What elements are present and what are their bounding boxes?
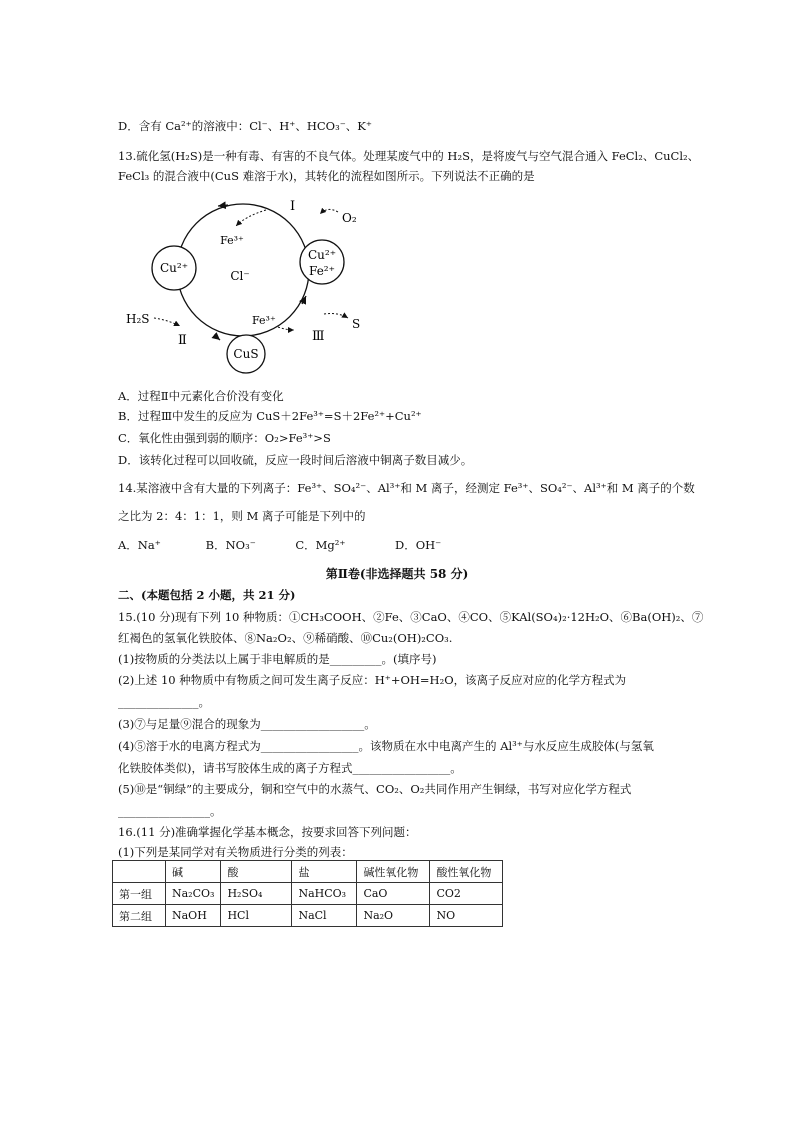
table-header-row [113,861,503,883]
q15-part5-blank: ________________。 [118,804,222,818]
line-option-d-q12: D．含有 Ca²⁺的溶液中：Cl⁻、H⁺、HCO₃⁻、K⁺ [118,119,372,133]
cus-label: CuS [233,347,259,361]
o2-label: O₂ [342,211,357,225]
q15-part2: (2)上述 10 种物质中有物质之间可发生离子反应：H⁺+OH=H₂O，该离子反应对应的化学方程式为 [118,673,627,687]
q15-part3: (3)⑦与足量⑨混合的现象为__________________。 [118,717,376,731]
table-row [113,905,503,927]
cu2-label-right: Cu²⁺ [307,248,337,262]
table-cell: NaCl [292,905,357,927]
table-header-cell: 酸性氧化物 [430,861,503,883]
q14-option-b: B．NO₃⁻ [205,538,256,552]
fe2-label: Fe²⁺ [309,264,335,278]
fe3-top-label: Fe³⁺ [220,234,244,247]
table-header-cell: 碱性氧化物 [357,861,430,883]
fe3-bottom-label: Fe³⁺ [252,314,276,327]
section-subtitle: 二、(本题包括 2 小题，共 21 分) [118,588,296,602]
table-cell: 第二组 [113,905,166,927]
q14-stem-line2: 之比为 2：4：1：1，则 M 离子可能是下列中的 [118,509,366,523]
step3-label: Ⅲ [312,329,325,344]
q14-stem-line1: 14.某溶液中含有大量的下列离子：Fe³⁺、SO₄²⁻、Al³⁺和 M 离子，经测定 Fe³⁺、SO₄²⁻、Al³⁺和 M 离子的个数 [118,481,695,495]
cycle-diagram [118,192,380,374]
table-cell: 第一组 [113,883,166,905]
q13-option-b: B．过程Ⅲ中发生的反应为 CuS＋2Fe³⁺=S＋2Fe²⁺+Cu²⁺ [118,409,422,423]
table-cell: HCl [221,905,292,927]
q14-option-d: D．OH⁻ [394,538,442,552]
table-header-cell: 碱 [166,861,221,883]
q14-option-a: A．Na⁺ [118,538,161,552]
step1-label: Ⅰ [290,199,296,214]
q16-stem: 16.(11 分)准确掌握化学基本概念，按要求回答下列问题： [118,825,417,839]
table-header-cell [113,861,166,883]
q13-stem-line2: FeCl₃ 的混合液中(CuS 难溶于水)，其转化的流程如图所示。下列说法不正确的是 [118,169,535,183]
step2-label: Ⅱ [178,333,187,348]
q15-part4-line1: (4)⑤溶于水的电离方程式为_________________。该物质在水中电离产生的 Al³⁺与水反应生成胶体(与氢氧 [118,739,654,753]
q14-options [118,537,441,553]
classification-table [112,860,503,927]
table-header-cell: 酸 [221,861,292,883]
table-cell: Na₂CO₃ [166,883,221,905]
s-label: S [352,317,361,331]
q15-stem-line2: 红褐色的氢氧化铁胶体、⑧Na₂O₂、⑨稀硝酸、⑩Cu₂(OH)₂CO₃. [118,631,453,645]
q14-option-c: C．Mg²⁺ [295,538,346,552]
table-cell: H₂SO₄ [221,883,292,905]
table-cell: CO2 [430,883,503,905]
table-header-cell: 盐 [292,861,357,883]
q13-option-d: D．该转化过程可以回收硫，反应一段时间后溶液中铜离子数目减少。 [118,453,473,467]
q15-part1: (1)按物质的分类法以上属于非电解质的是_________。(填序号) [118,652,437,666]
section-title: 第Ⅱ卷(非选择题共 58 分) [325,567,469,581]
q13-option-c: C．氧化性由强到弱的顺序：O₂>Fe³⁺>S [118,431,331,445]
q15-part2-blank: ______________。 [118,695,210,709]
table-cell: NaOH [166,905,221,927]
table-cell: NaHCO₃ [292,883,357,905]
table-cell: Na₂O [357,905,430,927]
h2s-label: H₂S [126,312,150,326]
q15-part5: (5)⑩是“铜绿”的主要成分，铜和空气中的水蒸气、CO₂、O₂共同作用产生铜绿，书写对应化学方程式 [118,782,632,796]
cl-label: Cl⁻ [230,269,250,283]
q15-stem-line1: 15.(10 分)现有下列 10 种物质：①CH₃COOH、②Fe、③CaO、④CO、⑤KAl(SO₄)₂·12H₂O、⑥Ba(OH)₂、⑦ [118,610,704,624]
q13-option-a: A．过程Ⅱ中元素化合价没有变化 [118,389,284,403]
table-cell: NO [430,905,503,927]
q16-part1: (1)下列是某同学对有关物质进行分类的列表： [118,845,353,859]
cu2-label: Cu²⁺ [159,261,189,275]
table-row [113,883,503,905]
q15-part4-line2: 化铁胶体类似)，请书写胶体生成的离子方程式_________________。 [118,761,462,775]
table-cell: CaO [357,883,430,905]
q13-stem-line1: 13.硫化氢(H₂S)是一种有毒、有害的不良气体。处理某废气中的 H₂S，是将废气与空气混合通入 FeCl₂、CuCl₂、 [118,149,700,163]
